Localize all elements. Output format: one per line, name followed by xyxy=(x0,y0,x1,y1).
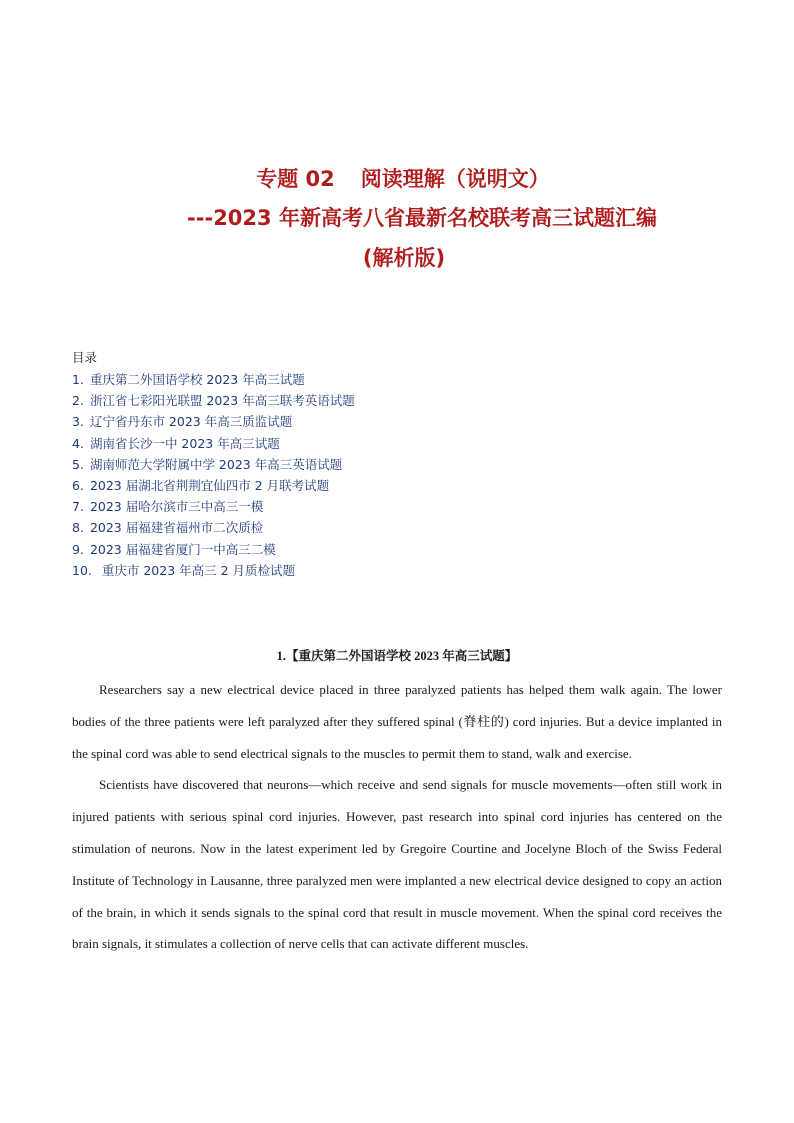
title-line-2: ---2023 年新高考八省最新名校联考高三试题汇编 xyxy=(187,206,657,230)
article-paragraph: Scientists have discovered that neurons—which receive and send signals for muscle movements—often still work in injured patients with serious spinal cord injuries. However, past research into spinal cord injuries has centered on the stimulation of neurons. Now in the latest experiment led by Gregoire Courtine and Jocelyne Bloch of the Swiss Federal Institute of Technology in Lausanne, three paralyzed men were implanted a new electrical device designed to copy an action of the brain, in which it sends signals to the spinal cord that result in muscle movement. When the spinal cord receives the brain signals, it stimulates a collection of nerve cells that can activate different muscles. xyxy=(72,777,722,952)
article-body xyxy=(72,674,722,960)
topic-number: 专题 02 xyxy=(256,167,335,191)
toc-item[interactable]: 1. 重庆第二外国语学校 2023 年高三试题 xyxy=(72,372,305,387)
toc-item[interactable]: 10. 重庆市 2023 年高三 2 月质检试题 xyxy=(72,562,296,578)
topic-name: 阅读理解（说明文） xyxy=(360,167,550,191)
toc-item[interactable]: 2. 浙江省七彩阳光联盟 2023 年高三联考英语试题 xyxy=(72,393,355,409)
document-title xyxy=(0,160,794,278)
title-line-1 xyxy=(0,160,794,198)
title-line-3: (解析版) xyxy=(362,246,446,270)
toc-item[interactable]: 4. 湖南省长沙一中 2023 年高三试题 xyxy=(72,435,280,451)
toc-heading: 目录 xyxy=(72,350,98,365)
section-heading: 1.【重庆第二外国语学校 2023 年高三试题】 xyxy=(276,649,518,663)
toc-item[interactable]: 7. 2023 届哈尔滨市三中高三一模 xyxy=(72,499,264,515)
table-of-contents xyxy=(72,348,732,581)
article-paragraph: Researchers say a new electrical device placed in three paralyzed patients has helped them walk again. The lower bodies of the three patients were left paralyzed after they suffered spinal (脊柱的) cord injuries. But a device implanted in the spinal cord was able to send electrical signals to the muscles to permit them to stand, walk and exercise. xyxy=(72,682,722,761)
toc-item[interactable]: 8. 2023 届福建省福州市二次质检 xyxy=(72,520,264,536)
toc-item[interactable]: 5. 湖南师范大学附属中学 2023 年高三英语试题 xyxy=(72,456,343,472)
toc-item[interactable]: 9. 2023 届福建省厦门一中高三二模 xyxy=(72,541,276,557)
toc-item[interactable]: 3. 辽宁省丹东市 2023 年高三质监试题 xyxy=(72,414,293,430)
toc-item[interactable]: 6. 2023 届湖北省荆荆宜仙四市 2 月联考试题 xyxy=(72,478,330,494)
